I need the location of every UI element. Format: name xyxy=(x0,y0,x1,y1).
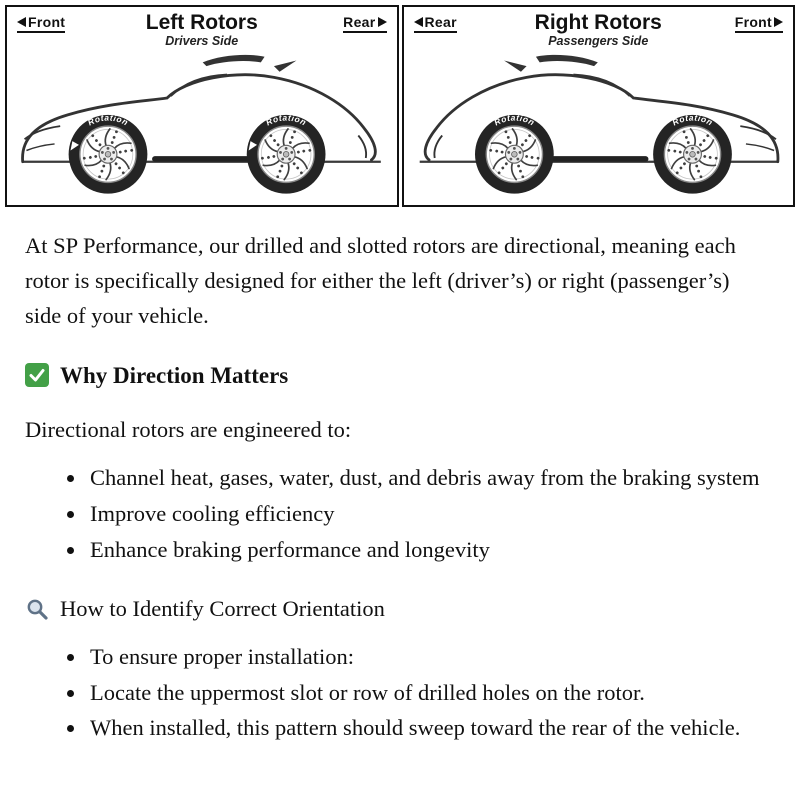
magnifier-icon xyxy=(25,597,49,621)
list-item: • Channel heat, gases, water, dust, and debris away from the braking system xyxy=(87,461,770,496)
direction-text: Rear xyxy=(424,14,457,30)
list-item: • Locate the uppermost slot or row of drilled holes on the rotor. xyxy=(87,676,770,711)
rotor-direction-diagram xyxy=(0,0,800,207)
left-rotors-panel xyxy=(5,5,399,207)
orientation-list xyxy=(25,640,770,747)
right-panel-title: Right Rotors xyxy=(534,11,662,34)
list-item: • Improve cooling efficiency xyxy=(87,497,770,532)
left-car-illustration xyxy=(7,53,397,203)
engineered-lead: Directional rotors are engineered to: xyxy=(25,417,352,443)
front-direction-label xyxy=(17,14,65,33)
right-panel-header xyxy=(404,7,794,53)
direction-text: Front xyxy=(28,14,66,30)
rotation-arrow-icon xyxy=(552,141,560,150)
list-item: • To ensure proper installation: xyxy=(87,640,770,675)
left-panel-title: Left Rotors xyxy=(145,11,258,34)
heading-text: How to Identify Correct Orientation xyxy=(60,595,385,621)
rotation-label: Rotation xyxy=(491,112,537,128)
heading-text: Why Direction Matters xyxy=(60,362,289,388)
arrow-right-icon xyxy=(378,17,387,27)
orientation-heading xyxy=(25,592,770,627)
arrow-right-icon xyxy=(774,17,783,27)
right-rotors-panel xyxy=(402,5,796,207)
left-panel-subtitle: Drivers Side xyxy=(165,34,239,49)
direction-text: Rear xyxy=(343,14,376,30)
list-item: • When installed, this pattern should sweep toward the rear of the vehicle. xyxy=(87,711,770,746)
why-direction-heading xyxy=(25,358,770,394)
article-body xyxy=(0,207,800,746)
car-line-art xyxy=(23,55,381,194)
list-item: • Enhance braking performance and longevity xyxy=(87,533,770,568)
car-line-art-mirrored xyxy=(419,55,777,194)
arrow-left-icon xyxy=(414,17,423,27)
right-car-illustration xyxy=(404,53,794,203)
intro-paragraph: At SP Performance, our drilled and slotted rotors are directional, meaning each rotor is specifically designed for either the left (driver’s) or right (passenger’s) side of your vehicle. xyxy=(25,233,736,328)
rotation-label: Rotation xyxy=(669,112,715,128)
check-icon xyxy=(25,363,49,387)
rotation-arrow-icon xyxy=(730,141,738,150)
direction-text: Front xyxy=(734,14,772,30)
front-direction-label xyxy=(735,14,783,33)
rear-direction-label xyxy=(414,14,457,33)
rotation-label: Rotation xyxy=(85,112,131,128)
arrow-left-icon xyxy=(17,17,26,27)
why-direction-list xyxy=(25,461,770,568)
left-panel-header xyxy=(7,7,397,53)
rear-direction-label xyxy=(343,14,386,33)
rotation-label: Rotation xyxy=(264,112,309,128)
right-panel-subtitle: Passengers Side xyxy=(548,34,649,49)
